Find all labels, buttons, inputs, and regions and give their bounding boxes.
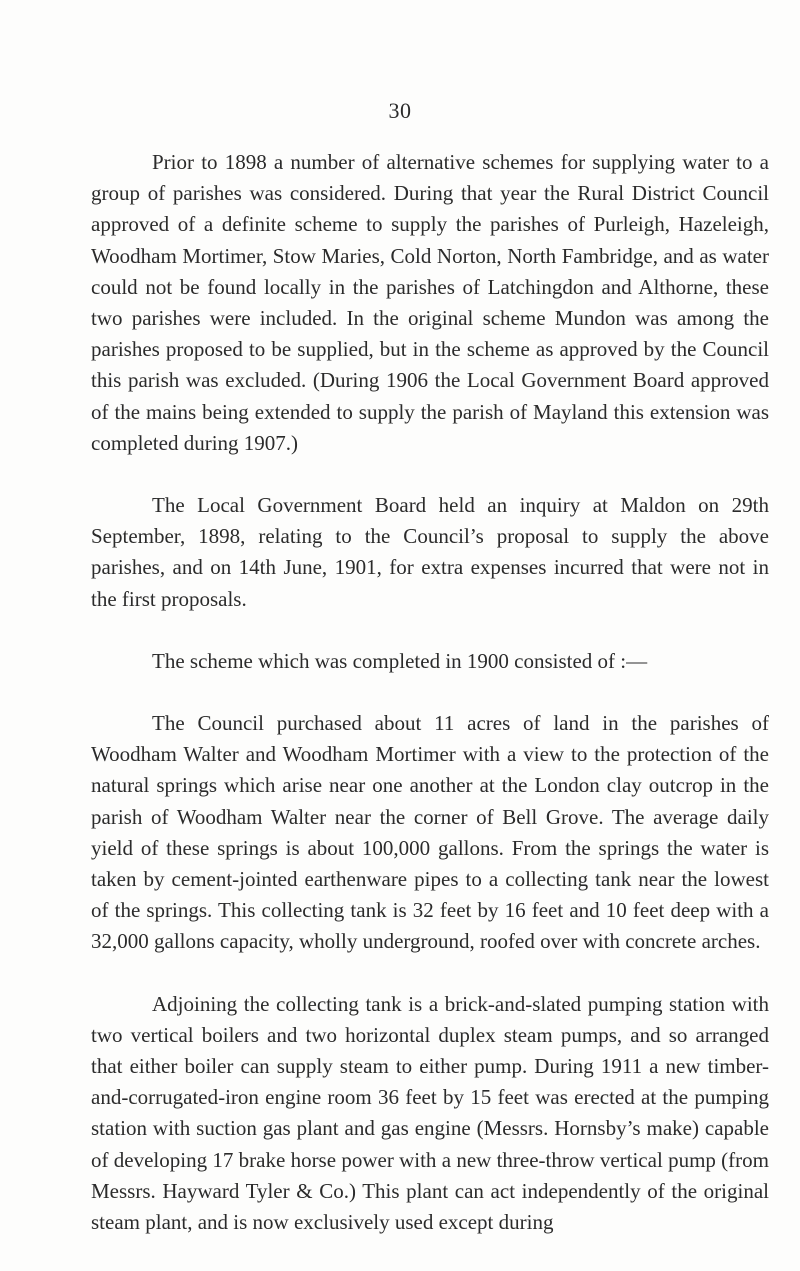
paragraph-scheme-intro: The scheme which was completed in 1900 consisted of :— [152,648,648,673]
paragraph-springs-and-tank: The Council purchased about 11 acres of land in the parishes of Woodham Walter and Woodham Mortimer with a view to the protection of the natural springs which arise near one another at the London clay outcrop in the parish of Woodham Walter near the corner of Bell Grove. The average daily yield of these springs is about 100,000 gallons. From the springs the water is taken by cement-jointed earthenware pipes to a collecting tank near the lowest of the springs. This collecting tank is 32 feet by 16 feet and 10 feet deep with a 32,000 gallons capacity, wholly underground, roofed over with concrete arches. [91,711,769,954]
body-text [91,147,769,1238]
paragraph-schemes-history: Prior to 1898 a number of alternative schemes for supplying water to a group of parishes was considered. During that year the Rural District Council approved of a definite scheme to supply the parishes of Purleigh, Hazeleigh, Woodham Mortimer, Stow Maries, Cold Norton, North Fambridge, and as water could not be found locally in the parishes of Latchingdon and Althorne, these two parishes were included. In the original scheme Mundon was among the parishes proposed to be supplied, but in the scheme as approved by the Council this parish was excluded. (During 1906 the Local Government Board approved of the mains being extended to supply the parish of Mayland this extension was completed during 1907.) [91,150,769,455]
paragraph-board-inquiry: The Local Government Board held an inquiry at Maldon on 29th September, 1898, relating to the Council’s proposal to supply the above parishes, and on 14th June, 1901, for extra expenses incurred that were not in the first proposals. [91,493,769,611]
page-number: 30 [388,98,412,123]
paragraph-pumping-station: Adjoining the collecting tank is a brick-and-slated pumping station with two vertical boilers and two horizontal duplex steam pumps, and so arranged that either boiler can supply steam to either pump. During 1911 a new timber-and-corrugated-iron engine room 36 feet by 15 feet was erected at the pumping station with suction gas plant and gas engine (Messrs. Hornsby’s make) capable of developing 17 brake horse power with a new three-throw vertical pump (from Messrs. Hayward Tyler & Co.) This plant can act independently of the original steam plant, and is now exclusively used except during [91,991,769,1235]
